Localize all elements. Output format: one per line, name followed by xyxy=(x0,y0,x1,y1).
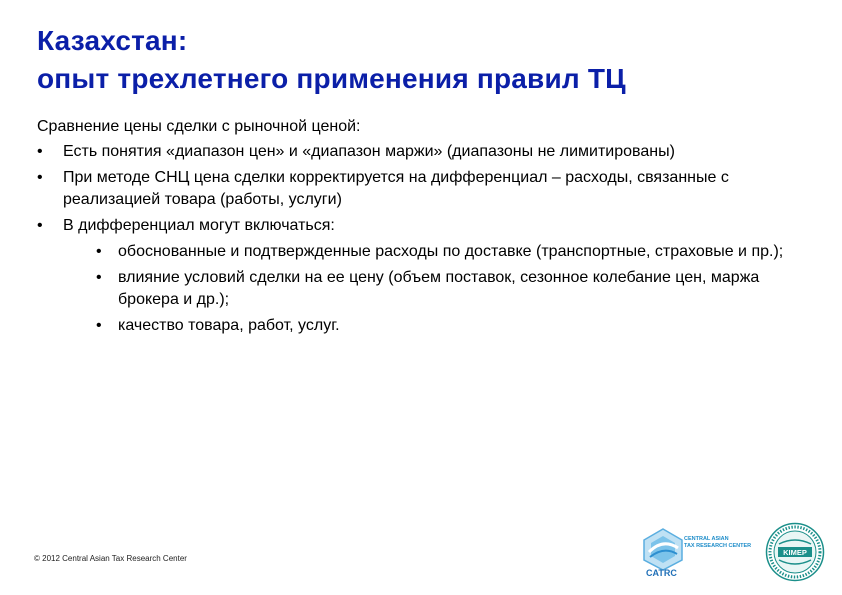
copyright-footer: © 2012 Central Asian Tax Research Center xyxy=(34,554,187,563)
catrc-name xyxy=(684,536,751,550)
sub-bullet-item xyxy=(96,267,807,311)
slide-body xyxy=(37,116,807,341)
intro-text: Сравнение цены сделки с рыночной ценой: xyxy=(37,118,361,135)
bullet-item xyxy=(37,141,807,163)
bullet-text: В дифференциал могут включаться: xyxy=(63,217,335,234)
catrc-name-line-1: CENTRAL ASIAN xyxy=(684,536,729,542)
sub-bullet-text: качество товара, работ, услуг. xyxy=(118,317,340,334)
bullet-marker: • xyxy=(37,217,43,234)
catrc-abbreviation: CATRC xyxy=(646,568,677,578)
bullet-marker: • xyxy=(37,143,43,160)
catrc-logo xyxy=(638,524,758,580)
sub-bullet-text: влияние условий сделки на ее цену (объем поставок, сезонное колебание цен, маржа брокера и др.); xyxy=(118,269,760,308)
catrc-name-line-2: TAX RESEARCH CENTER xyxy=(684,543,752,549)
bullet-item xyxy=(37,215,807,337)
slide-title xyxy=(37,22,807,98)
sub-bullet-text: обоснованные и подтвержденные расходы по доставке (транспортные, страховые и пр.); xyxy=(118,243,784,260)
sub-bullet-marker: • xyxy=(96,269,102,286)
sub-bullet-item xyxy=(96,241,807,263)
kimep-logo xyxy=(765,522,825,582)
catrc-emblem-icon xyxy=(640,526,686,572)
kimep-seal-text: KIMEP xyxy=(783,548,807,557)
slide-title-line-2: опыт трехлетнего применения правил ТЦ xyxy=(37,63,626,94)
sub-bullet-list xyxy=(63,241,807,337)
sub-bullet-marker: • xyxy=(96,243,102,260)
bullet-marker: • xyxy=(37,169,43,186)
bullet-item xyxy=(37,167,807,211)
sub-bullet-item xyxy=(96,315,807,337)
bullet-text: При методе СНЦ цена сделки корректируется на дифференциал – расходы, связанные с реализацией товара (работы, услуги) xyxy=(63,169,729,208)
kimep-seal-icon xyxy=(765,522,825,582)
bullet-list xyxy=(37,141,807,337)
bullet-text: Есть понятия «диапазон цен» и «диапазон маржи» (диапазоны не лимитированы) xyxy=(63,143,675,160)
sub-bullet-marker: • xyxy=(96,317,102,334)
slide-title-line-1: Казахстан: xyxy=(37,25,188,56)
